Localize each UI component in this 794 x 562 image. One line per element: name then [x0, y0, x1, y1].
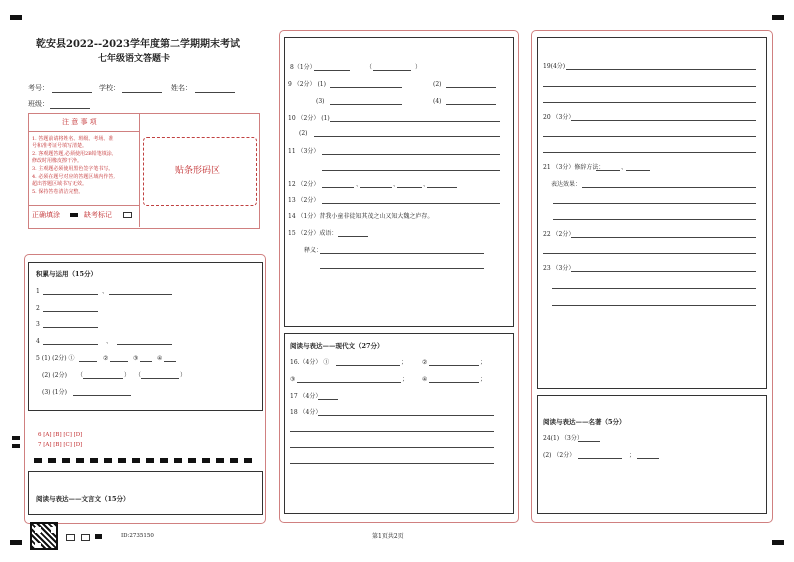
q15-field[interactable]: [320, 268, 484, 269]
q17-label: 17 （4分）: [290, 393, 322, 400]
q9-field[interactable]: [446, 104, 496, 105]
q8-paren: ）: [415, 64, 422, 71]
q21-effect: 表达效果：: [551, 181, 582, 188]
q21-label: 21 （3分）修辞方法：: [543, 164, 605, 171]
q15-label: 15 （2分）成语：: [288, 230, 338, 237]
q12-dot: 、: [393, 181, 400, 188]
timing-mark: [12, 436, 20, 440]
notice-bottom-line: [28, 205, 139, 206]
q16-field[interactable]: [429, 382, 479, 383]
q24-field[interactable]: [578, 458, 622, 459]
q1-dot: 、: [102, 288, 109, 295]
q24-label: 24(1) （3分）: [543, 435, 583, 442]
q10-label: 10 （2分） (1): [288, 115, 330, 122]
q11-field[interactable]: [322, 154, 500, 155]
q21-field[interactable]: [553, 219, 756, 220]
q23-label: 23 （3分）: [543, 265, 575, 272]
q1-field[interactable]: [109, 294, 172, 295]
section-title: 阅读与表达——现代文（27分）: [290, 342, 384, 350]
q8-field[interactable]: [314, 70, 350, 71]
exam-title: 乾安县2022--2023学年度第二学期期末考试: [36, 39, 240, 50]
notice-item: 修改时用橡皮擦干净。: [32, 158, 83, 164]
q18-label: 18 （4分）: [290, 409, 322, 416]
q19-field[interactable]: [543, 102, 756, 103]
q12-field[interactable]: [427, 187, 457, 188]
q24-field[interactable]: [578, 441, 600, 442]
q9-4: (4): [433, 98, 442, 105]
q1-field[interactable]: [43, 294, 98, 295]
q5b-field[interactable]: [141, 378, 179, 379]
footer-box: [95, 534, 102, 539]
notice-item: 3. 主观题必须使用黑色签字笔书写。: [32, 166, 114, 172]
q9-label: 9 （2分） (1): [288, 81, 326, 88]
class-label: 班级：: [28, 100, 49, 108]
notice-item: 5. 保持答卷清洁完整。: [32, 189, 84, 195]
paren-left: （: [135, 372, 142, 379]
q14-label: 14 （1分）昔我小童非徒知其茂之山又知大魏之庐存。: [288, 213, 434, 220]
q9-field[interactable]: [330, 87, 402, 88]
barcode-label: 贴条形码区: [175, 166, 221, 176]
q21-dot: 、: [621, 164, 628, 171]
footer-box: [66, 534, 75, 541]
q4-field[interactable]: [117, 344, 172, 345]
q4-field[interactable]: [43, 344, 98, 345]
q5-label: 5 (1) (2分) ①: [36, 355, 75, 362]
q8-field[interactable]: [373, 70, 411, 71]
school-field[interactable]: [122, 92, 162, 93]
q11-label: 11 （3分）: [288, 148, 320, 155]
q5-field[interactable]: [79, 361, 97, 362]
q3-field[interactable]: [43, 327, 98, 328]
kaohao-label: 考号：: [28, 84, 49, 92]
q7-options[interactable]: 7 [A] [B] [C] [D]: [38, 442, 83, 448]
section-title: 阅读与表达——文言文（15分）: [36, 495, 130, 503]
q22-field[interactable]: [571, 237, 756, 238]
q5-c3: ③: [133, 355, 139, 362]
notice-divider: [139, 113, 140, 227]
q5-c2: ②: [103, 355, 109, 362]
q16-semi: ；: [401, 359, 408, 366]
timing-mark: [10, 15, 22, 20]
q20-field[interactable]: [571, 120, 756, 121]
qr-code: [30, 522, 58, 550]
q15-field[interactable]: [338, 236, 368, 237]
q20-field[interactable]: [543, 136, 756, 137]
q18-field[interactable]: [290, 463, 494, 464]
q10-field[interactable]: [330, 121, 500, 122]
q9-3: (3): [316, 98, 325, 105]
q9-field[interactable]: [330, 104, 402, 105]
section-right-top: [537, 37, 767, 389]
q16-semi: ；: [480, 359, 487, 366]
section-classical: [28, 471, 263, 515]
q19-field[interactable]: [543, 86, 756, 87]
q5b-label: (2) (2分): [42, 372, 67, 379]
q17-field[interactable]: [318, 399, 338, 400]
q24-semi: ；: [629, 452, 636, 459]
q2-label: 2: [36, 305, 40, 312]
school-label: 学校：: [99, 84, 120, 92]
q16-field[interactable]: [429, 365, 479, 366]
correct-fill-icon: [70, 213, 78, 217]
q9-2: (2): [433, 81, 442, 88]
q10-2: (2): [299, 130, 308, 137]
q13-label: 13 （2分）: [288, 197, 320, 204]
timing-mark: [772, 540, 784, 545]
footer-box: [81, 534, 90, 541]
q1-label: 1: [36, 288, 40, 295]
q9-field[interactable]: [446, 87, 496, 88]
q4-dot: 、: [106, 338, 113, 345]
q12-field[interactable]: [397, 187, 422, 188]
timing-mark: [772, 15, 784, 20]
q12-field[interactable]: [360, 187, 392, 188]
q21-field[interactable]: [626, 170, 650, 171]
q16-c3: ③: [290, 376, 296, 383]
paren-right: ）: [124, 372, 131, 379]
q15-field[interactable]: [320, 253, 484, 254]
q21-field[interactable]: [553, 203, 756, 204]
q10-field[interactable]: [314, 136, 500, 137]
q5c-label: (3) (1分): [42, 389, 67, 396]
q4-label: 4: [36, 338, 40, 345]
q3-label: 3: [36, 321, 40, 328]
q16-semi: ；: [402, 376, 409, 383]
q16-c2: ②: [422, 359, 428, 366]
timing-strip: [34, 458, 256, 463]
q11-field[interactable]: [322, 170, 500, 171]
q5-field[interactable]: [110, 361, 128, 362]
timing-mark: [10, 540, 22, 545]
notice-item: 1. 答题前请将姓名、班级、考场、准: [32, 136, 114, 142]
q12-label: 12 （2分）: [288, 181, 320, 188]
class-field[interactable]: [50, 108, 90, 109]
q8-label: 8（1分）: [290, 64, 316, 71]
q23-field[interactable]: [552, 288, 756, 289]
q22-field[interactable]: [543, 253, 756, 254]
q6-options[interactable]: 6 [A] [B] [C] [D]: [38, 432, 83, 438]
q22-label: 22 （2分）: [543, 231, 575, 238]
q2-field[interactable]: [43, 311, 98, 312]
q20-label: 20 （3分）: [543, 114, 575, 121]
q16-field[interactable]: [336, 365, 400, 366]
q18-field[interactable]: [318, 415, 494, 416]
q12-dot: 、: [356, 181, 363, 188]
missing-mark-label: 缺考标记: [84, 211, 112, 219]
q18-field[interactable]: [290, 431, 494, 432]
name-label: 姓名：: [171, 84, 192, 92]
q5b-field[interactable]: [83, 378, 123, 379]
q21-field[interactable]: [582, 187, 756, 188]
q16-c4: ④: [422, 376, 428, 383]
q5-field[interactable]: [140, 361, 152, 362]
timing-mark: [12, 444, 20, 448]
q16-field[interactable]: [297, 382, 401, 383]
card-id: ID:2735150: [121, 533, 154, 539]
q15-meaning: 释义：: [304, 247, 323, 254]
q23-field[interactable]: [571, 271, 756, 272]
q5-c4: ④: [157, 355, 163, 362]
section-title: 阅读与表达——名著（5分）: [543, 418, 626, 426]
q16-label: 16.（4分） ①: [290, 359, 330, 366]
notice-title-line: [28, 131, 139, 132]
q21-field[interactable]: [596, 170, 620, 171]
q24b-label: (2) （2分）: [543, 452, 576, 459]
notice-item: 超出答题区域书写无效。: [32, 181, 88, 187]
q16-semi: ；: [480, 376, 487, 383]
q23-field[interactable]: [552, 305, 756, 306]
name-field[interactable]: [195, 92, 235, 93]
q19-label: 19(4分): [543, 63, 566, 70]
page-number: 第1页共2页: [372, 533, 404, 540]
q24-field[interactable]: [637, 458, 659, 459]
missing-mark-box[interactable]: [123, 212, 132, 218]
q13-field[interactable]: [322, 203, 500, 204]
correct-fill-label: 正确填涂: [32, 211, 60, 219]
q19-field[interactable]: [566, 69, 756, 70]
paren-left: （: [77, 372, 84, 379]
q5c-field[interactable]: [73, 395, 131, 396]
notice-item: 4. 必须在题号对应的答题区域内作答,: [32, 174, 115, 180]
paren-right: ）: [180, 372, 187, 379]
q5-field[interactable]: [164, 361, 176, 362]
notice-item: 号和准考证号填写清楚。: [32, 143, 88, 149]
q12-dot: 、: [423, 181, 430, 188]
notice-title: 注 意 事 项: [62, 118, 97, 126]
q12-field[interactable]: [322, 187, 354, 188]
section-title: 积累与运用（15分）: [36, 270, 98, 278]
q18-field[interactable]: [290, 447, 494, 448]
exam-subtitle: 七年级语文答题卡: [98, 54, 171, 64]
notice-item: 2. 客观题答题,必须使用2B铅笔填涂,: [32, 151, 114, 157]
q8-paren: （: [366, 64, 373, 71]
q20-field[interactable]: [543, 152, 756, 153]
kaohao-field[interactable]: [52, 92, 92, 93]
